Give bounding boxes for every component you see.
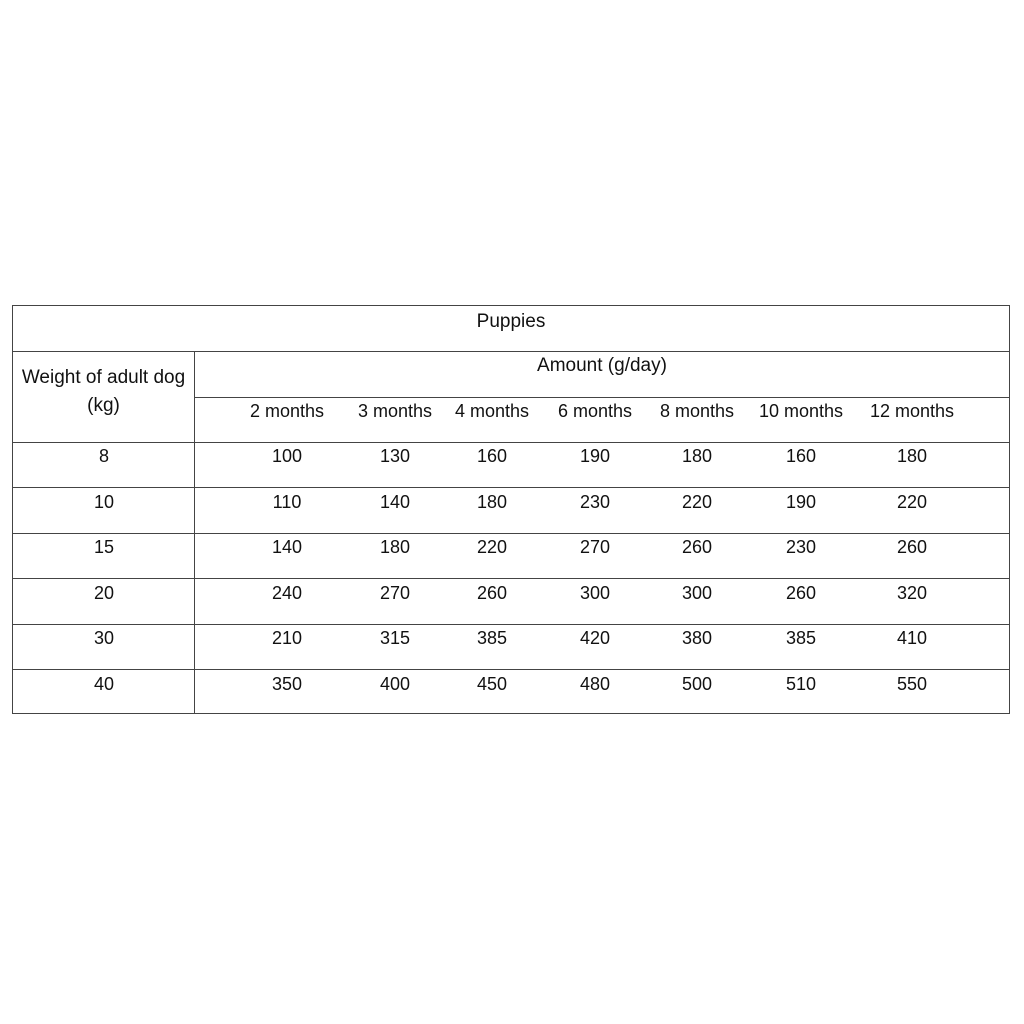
- feeding-table: [12, 305, 1010, 714]
- weight-cell: 40: [93, 674, 115, 694]
- amount-cell: 260: [476, 583, 508, 603]
- amount-cell: 260: [785, 583, 817, 603]
- row-divider: [194, 397, 1009, 398]
- amount-cell: 180: [476, 492, 508, 512]
- row-divider: [13, 487, 1009, 488]
- weight-cell: 30: [93, 628, 115, 648]
- amount-cell: 260: [896, 537, 928, 557]
- amount-cell: 100: [271, 446, 303, 466]
- row-divider: [13, 351, 1009, 352]
- amount-cell: 300: [579, 583, 611, 603]
- weight-cell: 20: [93, 583, 115, 603]
- amount-cell: 210: [271, 628, 303, 648]
- month-header: 3 months: [357, 401, 433, 421]
- row-divider: [13, 624, 1009, 625]
- amount-cell: 180: [379, 537, 411, 557]
- month-header: 8 months: [659, 401, 735, 421]
- column-divider: [194, 351, 195, 713]
- table-title: Puppies: [476, 311, 546, 332]
- amount-cell: 180: [896, 446, 928, 466]
- month-header: 6 months: [557, 401, 633, 421]
- month-header: 2 months: [249, 401, 325, 421]
- amount-cell: 220: [896, 492, 928, 512]
- month-header: 4 months: [454, 401, 530, 421]
- month-header: 12 months: [869, 401, 955, 421]
- amount-cell: 550: [896, 674, 928, 694]
- amount-cell: 500: [681, 674, 713, 694]
- amount-cell: 270: [579, 537, 611, 557]
- row-divider: [13, 669, 1009, 670]
- amount-header: Amount (g/day): [537, 355, 667, 376]
- amount-cell: 190: [579, 446, 611, 466]
- amount-cell: 110: [272, 492, 302, 512]
- amount-cell: 380: [681, 628, 713, 648]
- amount-cell: 140: [271, 537, 303, 557]
- amount-cell: 220: [681, 492, 713, 512]
- amount-cell: 270: [379, 583, 411, 603]
- amount-cell: 410: [896, 628, 928, 648]
- amount-cell: 220: [476, 537, 508, 557]
- weight-cell: 15: [93, 537, 115, 557]
- month-header: 10 months: [758, 401, 844, 421]
- amount-cell: 180: [681, 446, 713, 466]
- amount-cell: 130: [379, 446, 411, 466]
- amount-cell: 400: [379, 674, 411, 694]
- amount-cell: 420: [579, 628, 611, 648]
- amount-cell: 300: [681, 583, 713, 603]
- weight-cell: 8: [98, 446, 110, 466]
- amount-cell: 190: [785, 492, 817, 512]
- amount-cell: 385: [476, 628, 508, 648]
- amount-cell: 315: [379, 628, 411, 648]
- amount-cell: 385: [785, 628, 817, 648]
- amount-cell: 260: [681, 537, 713, 557]
- amount-cell: 230: [579, 492, 611, 512]
- amount-cell: 320: [896, 583, 928, 603]
- amount-cell: 230: [785, 537, 817, 557]
- row-divider: [13, 533, 1009, 534]
- amount-cell: 140: [379, 492, 411, 512]
- amount-cell: 160: [476, 446, 508, 466]
- weight-column-header: Weight of adult dog (kg): [21, 367, 186, 416]
- amount-cell: 510: [785, 674, 817, 694]
- row-divider: [13, 442, 1009, 443]
- amount-cell: 480: [579, 674, 611, 694]
- amount-cell: 350: [271, 674, 303, 694]
- amount-cell: 160: [785, 446, 817, 466]
- amount-cell: 450: [476, 674, 508, 694]
- row-divider: [13, 578, 1009, 579]
- weight-cell: 10: [93, 492, 115, 512]
- amount-cell: 240: [271, 583, 303, 603]
